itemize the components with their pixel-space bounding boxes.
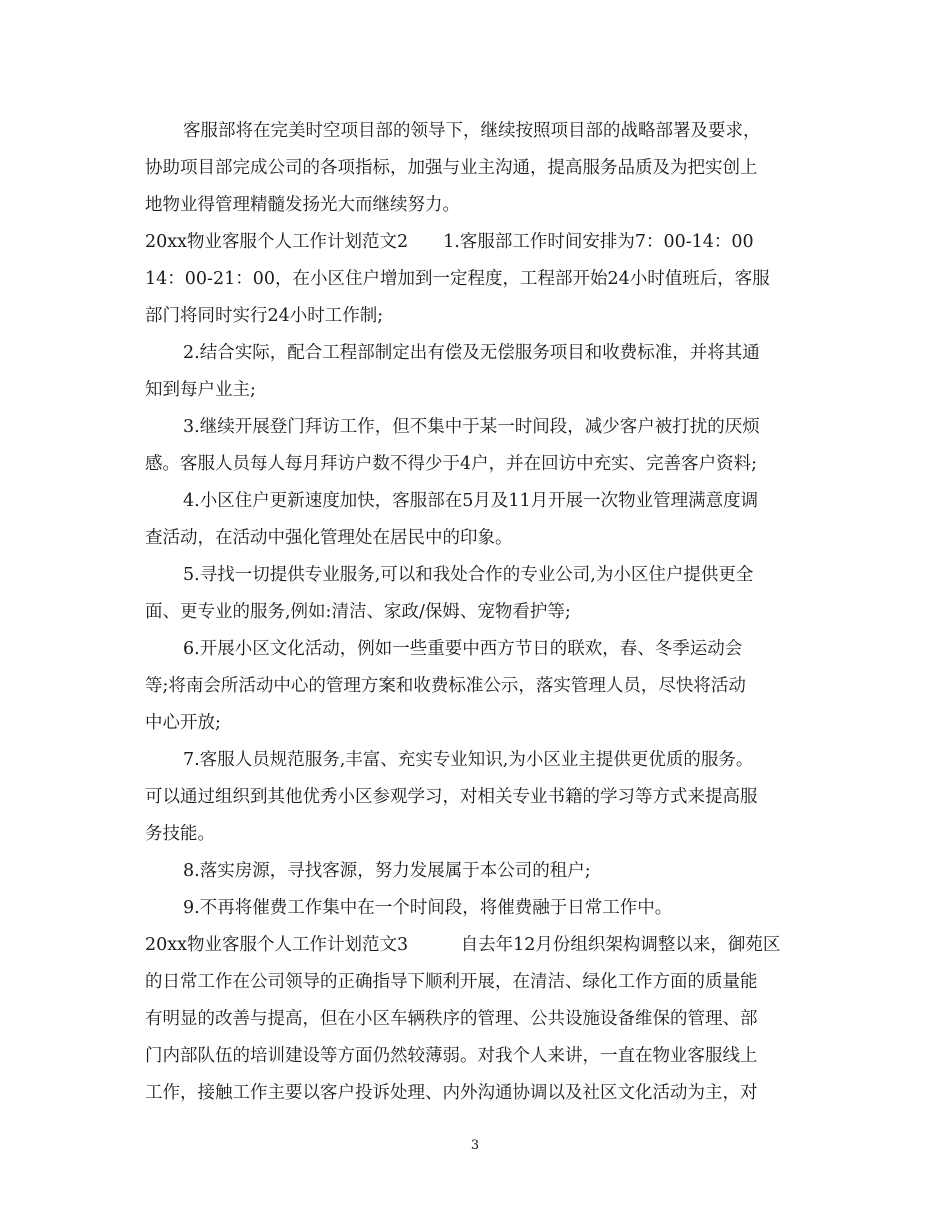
paragraph-line: 感。客服人员每人每月拜访户数不得少于4户，并在回访中充实、完善客户资料; bbox=[145, 454, 758, 474]
paragraph-line: 等;将南会所活动中心的管理方案和收费标准公示，落实管理人员，尽快将活动 bbox=[145, 676, 746, 696]
paragraph-line: 地物业得管理精髓发扬光大而继续努力。 bbox=[145, 195, 460, 215]
paragraph-line: 部门将同时实行24小时工作制; bbox=[145, 306, 384, 326]
section-heading-line: 20xx物业客服个人工作计划范文3 自去年12月份组织架构调整以来，御苑区 bbox=[145, 935, 781, 955]
paragraph-line: 门内部队伍的培训建设等方面仍然较薄弱。对我个人来讲，一直在物业客服线上 bbox=[145, 1046, 758, 1066]
paragraph-line: 知到每户业主; bbox=[145, 380, 256, 400]
list-item-line: 4.小区住户更新速度加快，客服部在5月及11月开展一次物业管理满意度调 bbox=[183, 491, 759, 511]
list-item-line: 9.不再将催费工作集中在一个时间段，将催费融于日常工作中。 bbox=[183, 898, 673, 918]
paragraph-line: 14：00-21：00，在小区住户增加到一定程度，工程部开始24小时值班后，客服 bbox=[145, 269, 770, 289]
list-item-line: 5.寻找一切提供专业服务,可以和我处合作的专业公司,为小区住户提供更全 bbox=[183, 565, 754, 585]
paragraph-line: 客服部将在完美时空项目部的领导下，继续按照项目部的战略部署及要求， bbox=[183, 121, 761, 141]
paragraph-line: 工作，接触工作主要以客户投诉处理、内外沟通协调以及社区文化活动为主，对 bbox=[145, 1083, 758, 1103]
list-item-line: 2.结合实际，配合工程部制定出有偿及无偿服务项目和收费标准，并将其通 bbox=[183, 343, 760, 363]
paragraph-line: 协助项目部完成公司的各项指标，加强与业主沟通，提高服务品质及为把实创上 bbox=[145, 158, 758, 178]
paragraph-line: 可以通过组织到其他优秀小区参观学习，对相关专业书籍的学习等方式来提高服 bbox=[145, 787, 758, 807]
page-number: 3 bbox=[470, 1138, 480, 1153]
paragraph-line: 查活动，在活动中强化管理处在居民中的印象。 bbox=[145, 528, 513, 548]
paragraph-line: 面、更专业的服务,例如:清洁、家政/保姆、宠物看护等; bbox=[145, 602, 571, 622]
paragraph-line: 的日常工作在公司领导的正确指导下顺利开展，在清洁、绿化工作方面的质量能 bbox=[145, 972, 758, 992]
paragraph-line: 务技能。 bbox=[145, 824, 215, 844]
list-item-line: 6.开展小区文化活动，例如一些重要中西方节日的联欢，春、冬季运动会 bbox=[183, 639, 743, 659]
list-item-line: 3.继续开展登门拜访工作，但不集中于某一时间段，减少客户被打扰的厌烦 bbox=[183, 417, 760, 437]
paragraph-line: 中心开放; bbox=[145, 713, 221, 733]
paragraph-line: 有明显的改善与提高，但在小区车辆秩序的管理、公共设施设备维保的管理、部 bbox=[145, 1009, 758, 1029]
list-item-line: 7.客服人员规范服务,丰富、充实专业知识,为小区业主提供更优质的服务。 bbox=[183, 750, 754, 770]
section-heading-line: 20xx物业客服个人工作计划范文2 1.客服部工作时间安排为7：00-14：00 bbox=[145, 232, 754, 252]
list-item-line: 8.落实房源，寻找客源，努力发展属于本公司的租户; bbox=[183, 861, 591, 881]
